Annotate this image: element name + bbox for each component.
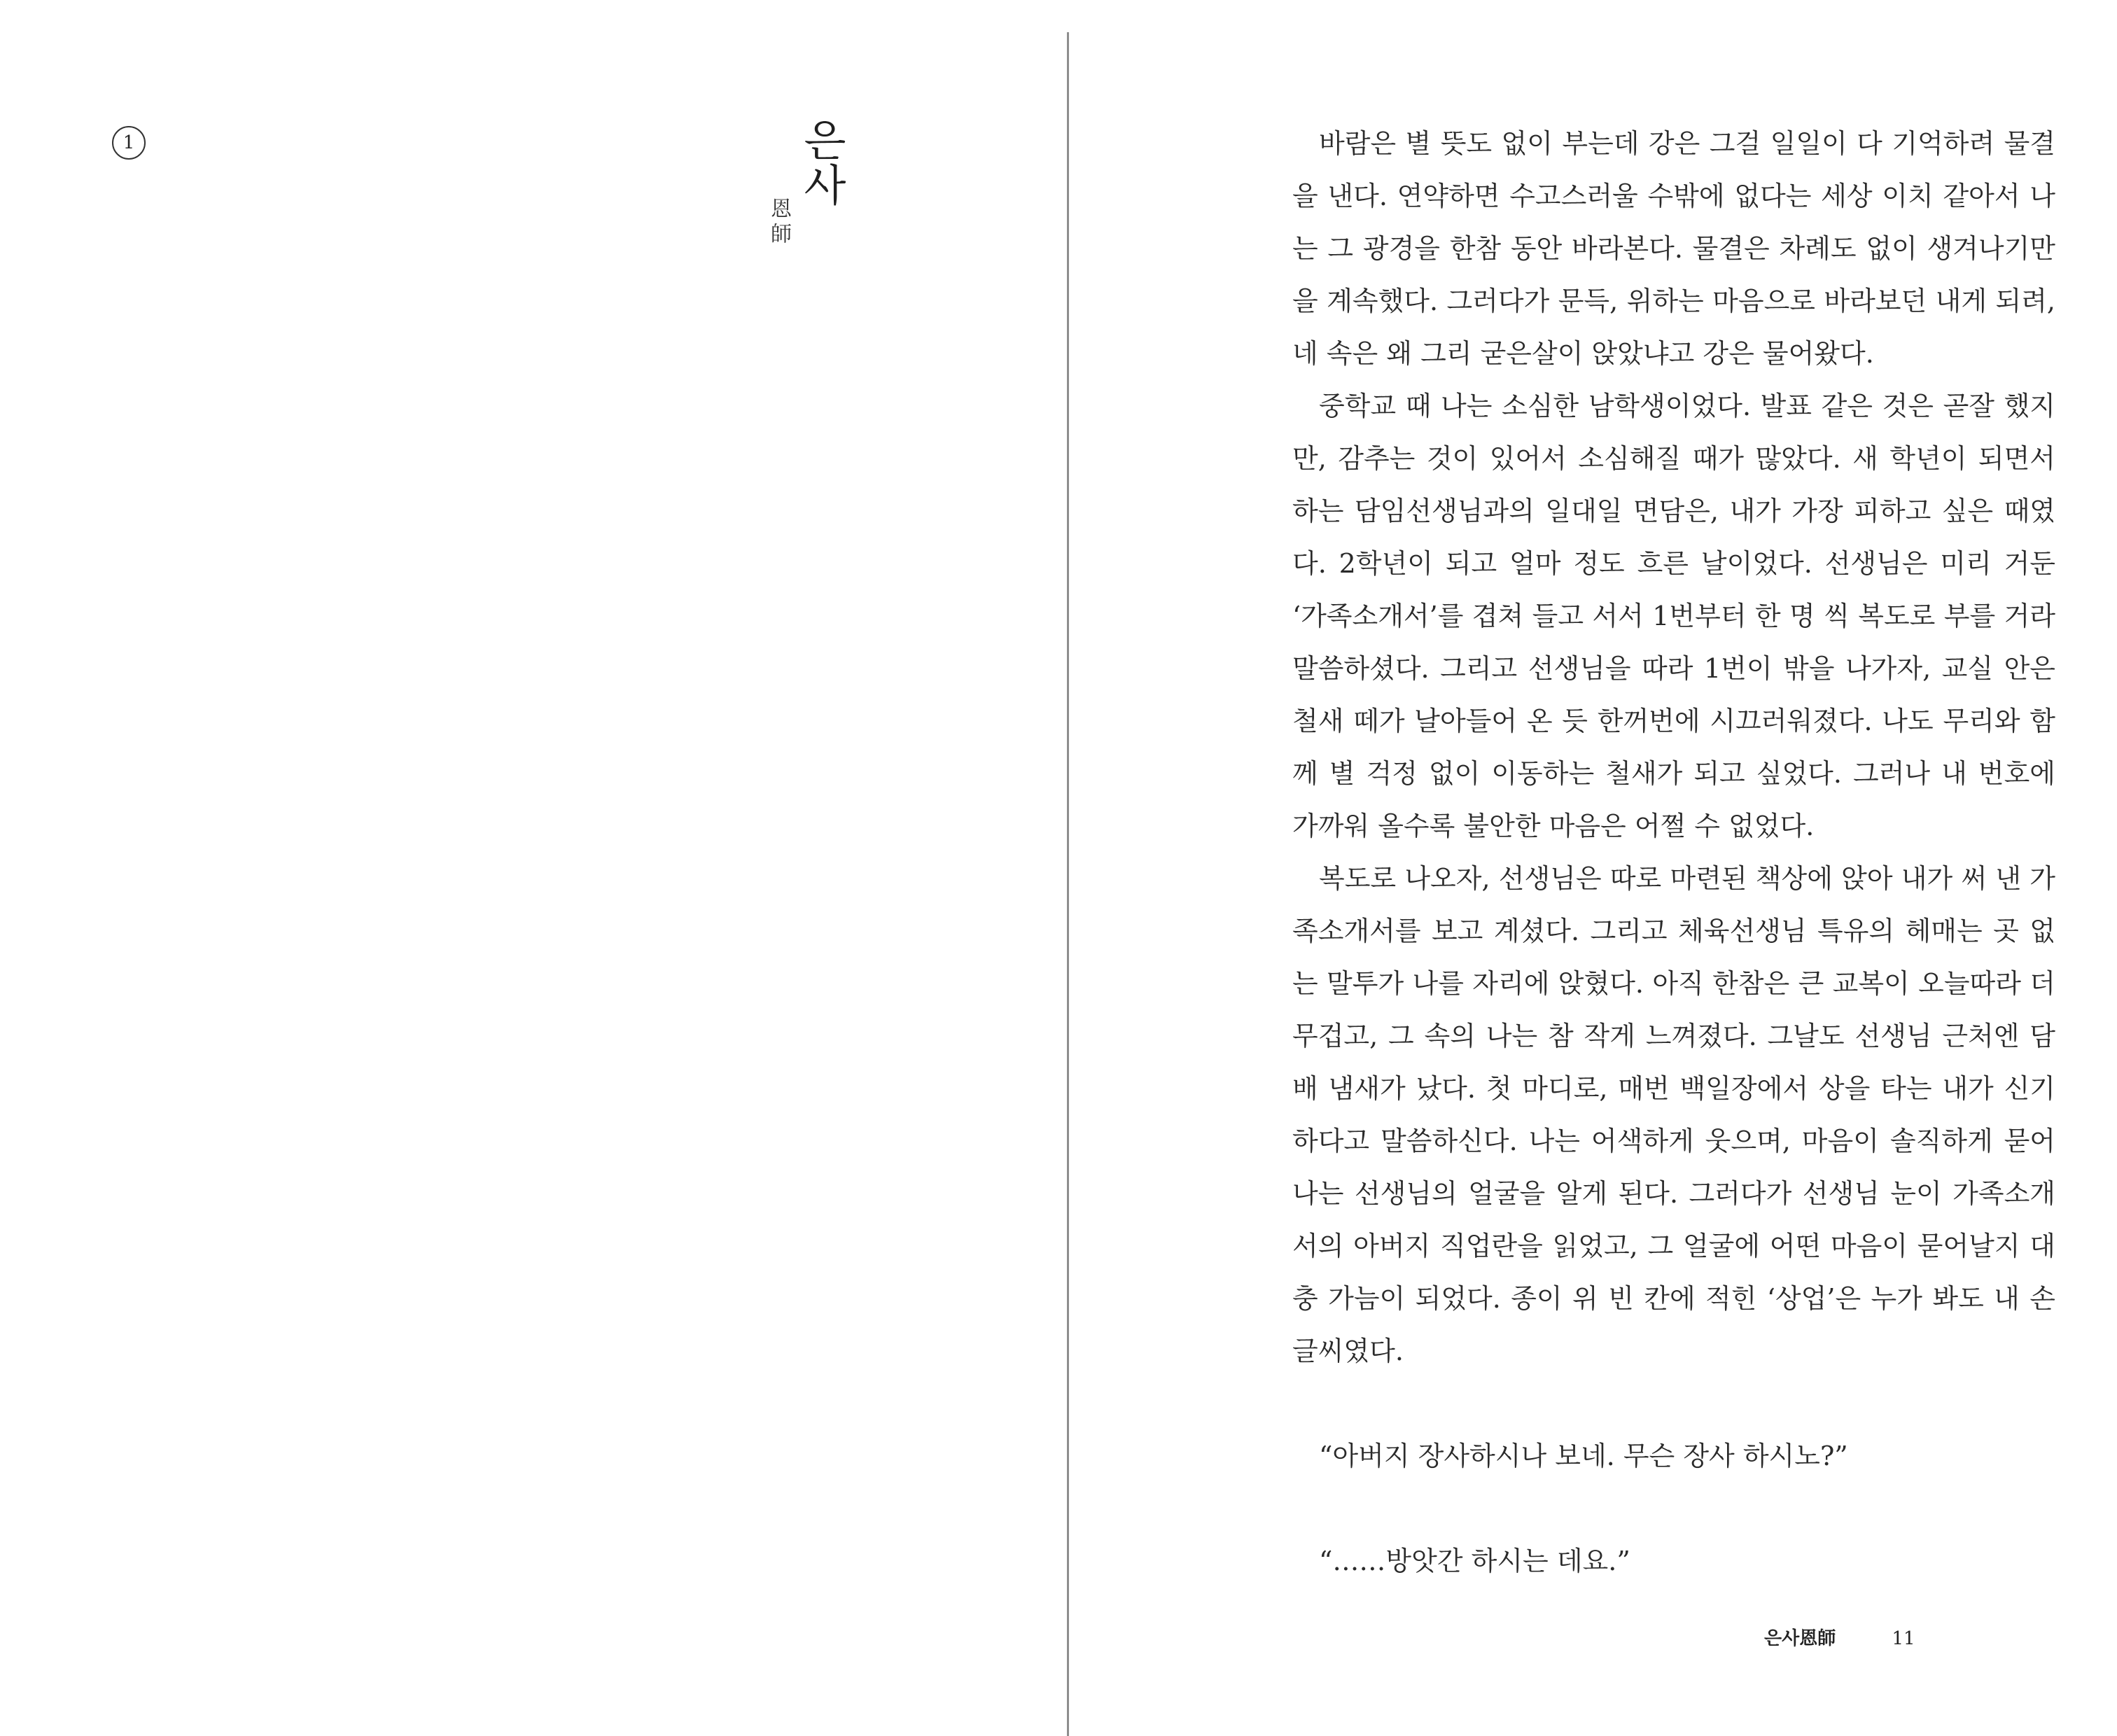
page-number: 11 xyxy=(1892,1628,1915,1649)
footer-title: 은사恩師 xyxy=(1764,1628,1836,1649)
spread-divider xyxy=(1067,32,1069,1736)
dialogue-line: “아버지 장사하시나 보네. 무슨 장사 하시노?” xyxy=(1319,1441,1848,1471)
running-footer xyxy=(1764,1624,1915,1650)
dialogue-line: “……방앗간 하시는 데요.” xyxy=(1319,1546,1630,1576)
body-text xyxy=(1292,118,2055,1588)
paragraph: 바람은 별 뜻도 없이 부는데 강은 그걸 일일이 다 기억하려 물결을 낸다. 연약하면 수고스러울 수밖에 없다는 세상 이치 같아서 나는 그 광경을 한참 동안 바라본다. 물결은 차례도 없이 생겨나기만을 계속했다. 그러다가 문득, 위하는 마음으로 바라보던 내게 되려, 네 속은 왜 그리 굳은살이 앉았냐고 강은 물어왔다. xyxy=(1292,128,2055,369)
paragraph: 복도로 나오자, 선생님은 따로 마련된 책상에 앉아 내가 써 낸 가족소개서를 보고 계셨다. 그리고 체육선생님 특유의 헤매는 곳 없는 말투가 나를 자리에 앉혔다. 아직 한참은 큰 교복이 오늘따라 더 무겁고, 그 속의 나는 참 작게 느껴졌다. 그날도 선생님 근처엔 담배 냄새가 났다. 첫 마디로, 매번 백일장에서 상을 타는 내가 신기하다고 말씀하신다. 나는 어색하게 웃으며, 마음이 솔직하게 묻어나는 선생님의 얼굴을 알게 된다. 그러다가 선생님 눈이 가족소개서의 아버지 직업란을 읽었고, 그 얼굴에 어떤 마음이 묻어날지 대충 가늠이 되었다. 종이 위 빈 칸에 적힌 ‘상업’은 누가 봐도 내 손 글씨였다. xyxy=(1292,863,2055,1366)
chapter-title-hanja: 恩師 xyxy=(767,197,791,248)
chapter-number-badge: 1 xyxy=(112,126,146,160)
paragraph: 중학교 때 나는 소심한 남학생이었다. 발표 같은 것은 곧잘 했지만, 감추는 것이 있어서 소심해질 때가 많았다. 새 학년이 되면서 하는 담임선생님과의 일대일 면담은, 내가 가장 피하고 싶은 때였다. 2학년이 되고 얼마 정도 흐른 날이었다. 선생님은 미리 거둔 ‘가족소개서’를 겹쳐 들고 서서 1번부터 한 명 씩 복도로 부를 거라 말씀하셨다. 그리고 선생님을 따라 1번이 밖을 나가자, 교실 안은 철새 떼가 날아들어 온 듯 한꺼번에 시끄러워졌다. 나도 무리와 함께 별 걱정 없이 이동하는 철새가 되고 싶었다. 그러나 내 번호에 가까워 올수록 불안한 마음은 어쩔 수 없었다. xyxy=(1292,391,2055,841)
chapter-title-hangul: 은사 xyxy=(796,118,847,207)
